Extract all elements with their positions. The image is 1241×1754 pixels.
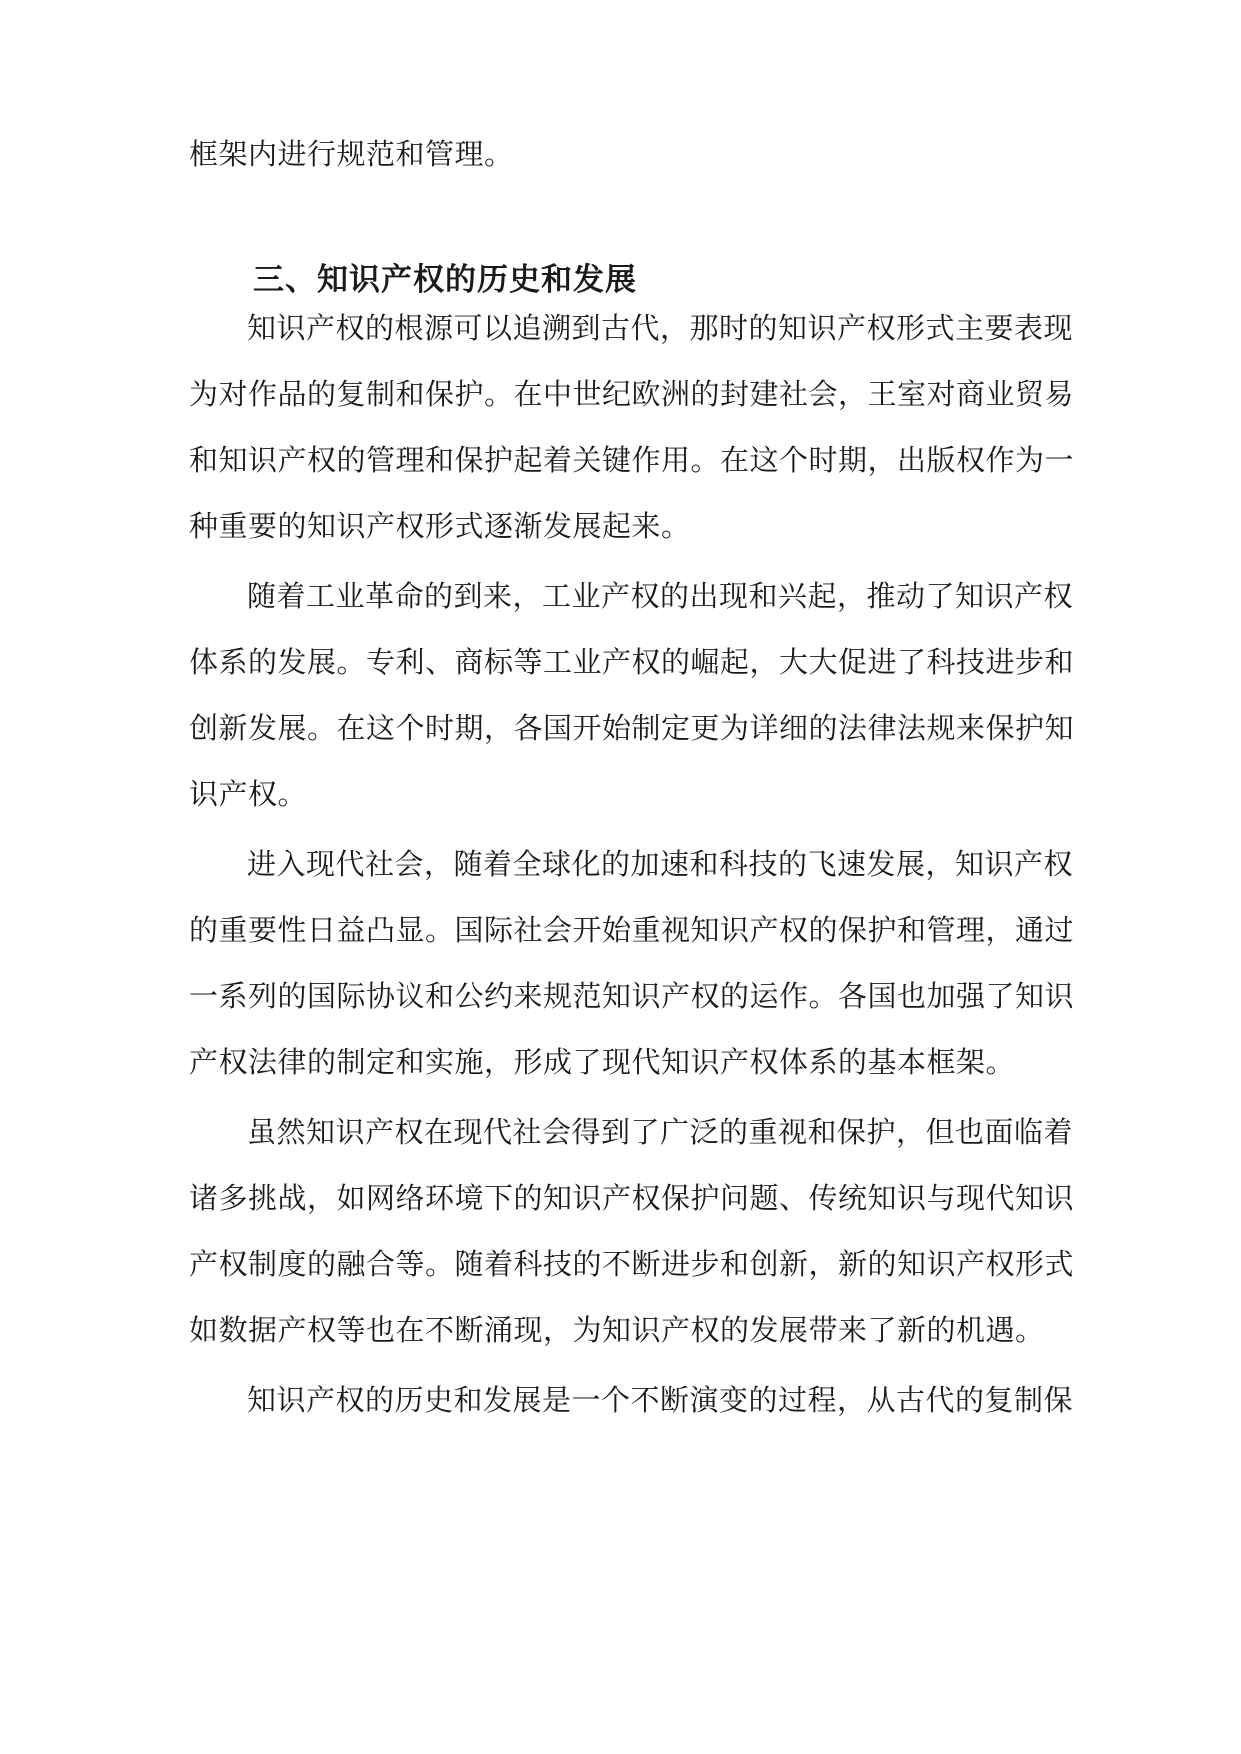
paragraph-line: 产权法律的制定和实施，形成了现代知识产权体系的基本框架。 <box>189 1045 1016 1079</box>
paragraph-line: 虽然知识产权在现代社会得到了广泛的重视和保护，但也面临着 <box>247 1115 1074 1149</box>
paragraph-line: 和知识产权的管理和保护起着关键作用。在这个时期，出版权作为一 <box>189 443 1075 477</box>
paragraph-line: 知识产权的历史和发展是一个不断演变的过程，从古代的复制保 <box>247 1383 1074 1417</box>
paragraph-line: 为对作品的复制和保护。在中世纪欧洲的封建社会，王室对商业贸易 <box>189 377 1075 411</box>
carryover-line: 框架内进行规范和管理。 <box>189 137 514 171</box>
paragraph-line: 如数据产权等也在不断涌现，为知识产权的发展带来了新的机遇。 <box>189 1313 1045 1347</box>
paragraph-line: 一系列的国际协议和公约来规范知识产权的运作。各国也加强了知识 <box>189 979 1075 1013</box>
paragraph-line: 的重要性日益凸显。国际社会开始重视知识产权的保护和管理，通过 <box>189 913 1075 947</box>
paragraph-line: 种重要的知识产权形式逐渐发展起来。 <box>189 509 691 543</box>
paragraph-line: 体系的发展。专利、商标等工业产权的崛起，大大促进了科技进步和 <box>189 645 1075 679</box>
section-heading: 三、知识产权的历史和发展 <box>253 262 637 298</box>
paragraph-line: 识产权。 <box>189 777 308 811</box>
paragraph-line: 诸多挑战，如网络环境下的知识产权保护问题、传统知识与现代知识 <box>189 1181 1075 1215</box>
paragraph-line: 创新发展。在这个时期，各国开始制定更为详细的法律法规来保护知 <box>189 711 1075 745</box>
paragraph-line: 进入现代社会，随着全球化的加速和科技的飞速发展，知识产权 <box>247 847 1074 881</box>
paragraph-line: 产权制度的融合等。随着科技的不断进步和创新，新的知识产权形式 <box>189 1247 1075 1281</box>
paragraph-line: 知识产权的根源可以追溯到古代，那时的知识产权形式主要表现 <box>247 311 1074 345</box>
paragraph-line: 随着工业革命的到来，工业产权的出现和兴起，推动了知识产权 <box>247 579 1074 613</box>
